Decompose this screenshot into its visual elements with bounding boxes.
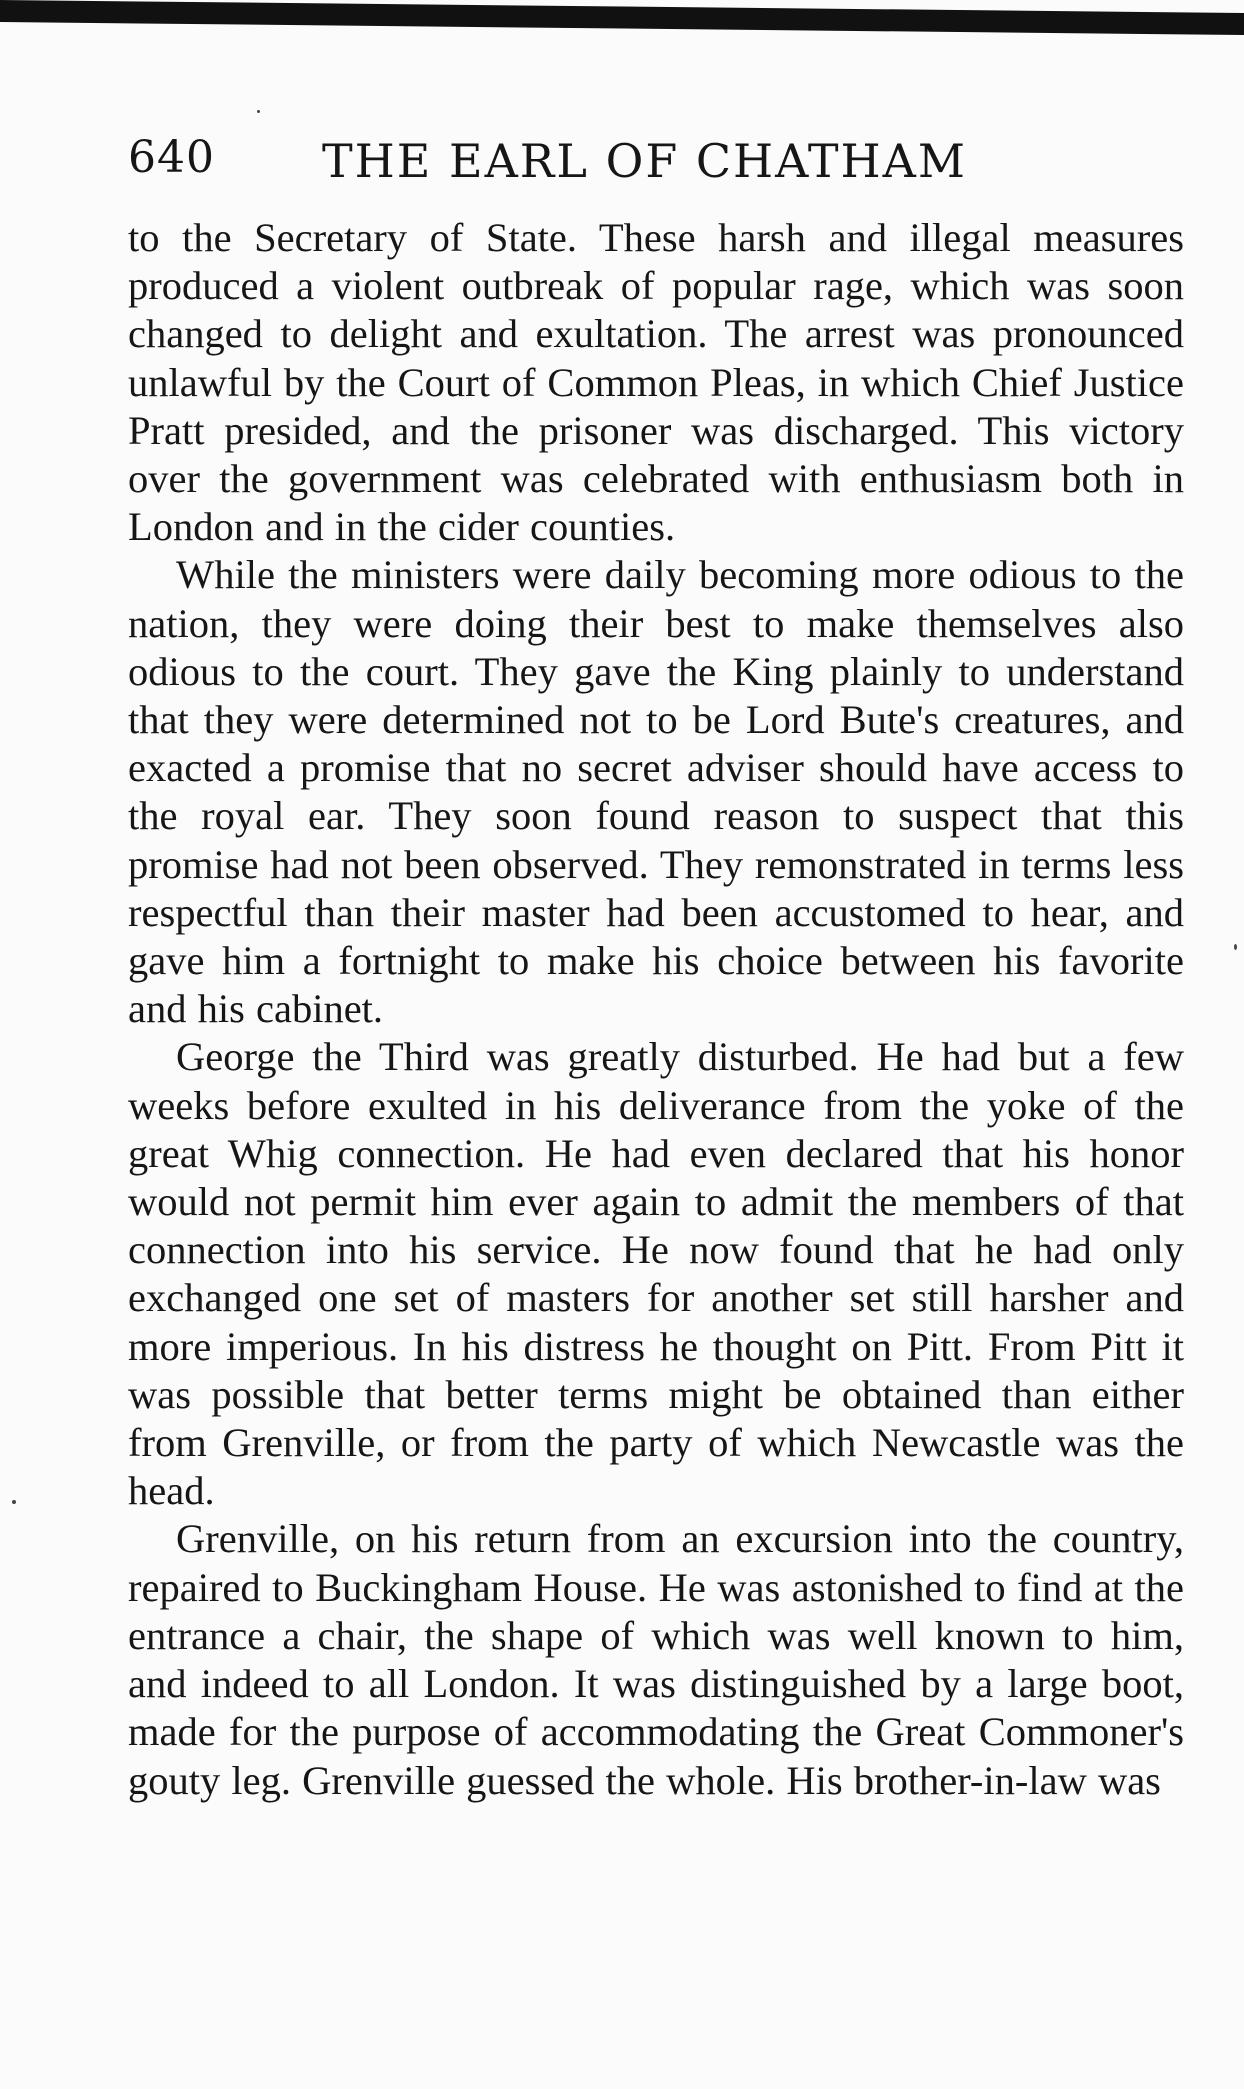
paper-speck (12, 1500, 16, 1504)
paragraph: While the ministers were daily becoming more odious to the nation, they were doing their best to make themselves also odious to the court. They gave the King plainly to understand that they were determined not to be Lord Bute's creatures, and exacted a promise that no secret adviser should have access to the royal ear. They soon found reason to suspect that this promise had not been observed. They remonstrated in terms less respectful than their master had been accustomed to hear, and gave him a fortnight to make his choice between his favorite and his cabinet. (128, 552, 1184, 1032)
page-number: 640 (128, 132, 215, 183)
paragraph: George the Third was greatly disturbed. He had but a few weeks before exulted in his deliverance from the yoke of the great Whig connection. He had even declared that his honor would not permit him ever again to admit the members of that connection into his service. He now found that he had only exchanged one set of masters for another set still harsher and more imperious. In his distress he thought on Pitt. From Pitt it was possible that better terms might be obtained than either from Grenville, or from the party of which Newcastle was the head. (128, 1034, 1184, 1514)
top-border-rule (0, 0, 1244, 35)
body-text (128, 214, 1184, 1805)
paper-speck (1234, 944, 1237, 950)
paper-speck (257, 110, 260, 113)
paragraph: Grenville, on his return from an excursion into the country, repaired to Buckingham House. He was astonished to find at the entrance a chair, the shape of which was well known to him, and indeed to all London. It was distinguished by a large boot, made for the purpose of accommodating the Great Commoner's gouty leg. Grenville guessed the whole. His brother-in-law was (128, 1516, 1184, 1803)
paragraph: to the Secretary of State. These harsh and illegal measures produced a violent outbreak of popular rage, which was soon changed to delight and exultation. The arrest was pronounced unlawful by the Court of Common Pleas, in which Chief Justice Pratt presided, and the prisoner was discharged. This victory over the government was celebrated with enthusiasm both in London and in the cider counties. (128, 215, 1184, 550)
running-title: THE EARL OF CHATHAM (322, 134, 967, 188)
